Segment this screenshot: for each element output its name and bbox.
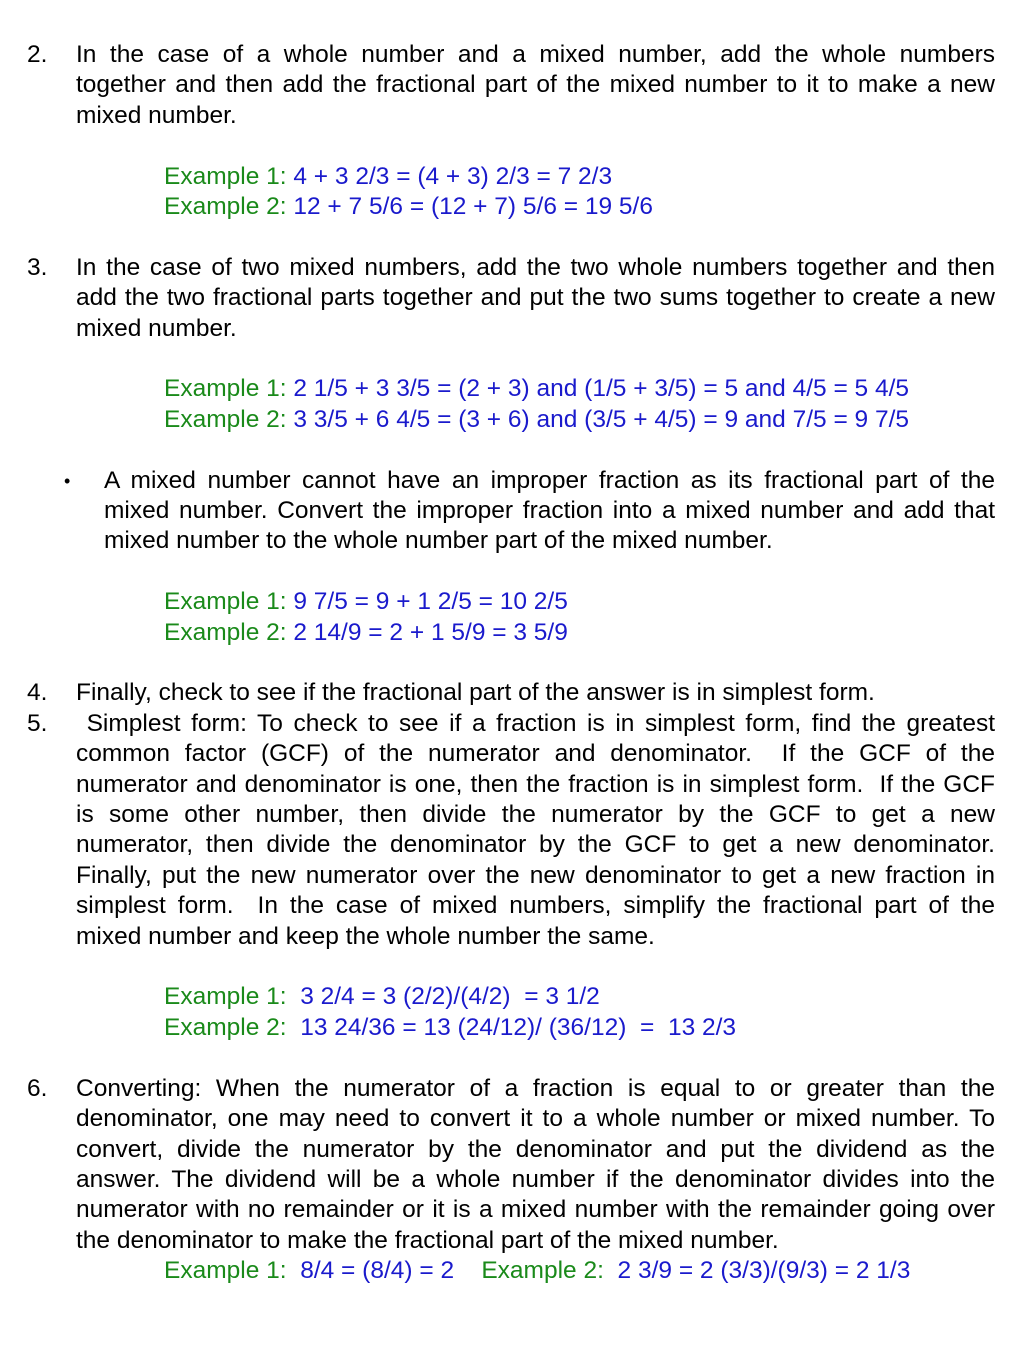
paragraph: Simplest form: To check to see if a fraction is in simplest form, find the greatest common factor (GCF) of the numerator and denominator. If the GCF of the numerator and denominator is one, then the fraction is in simplest form. If the GCF is some other number, then divide the numerator by the GCF to get a new numerator, then divide the denominator by the GCF to get a new denominator. Finally, put the new numerator over the new denominator to get a new fraction in simplest form. In the case of mixed numbers, simplify the fractional part of the mixed number and keep the whole number the same.	[76, 709, 1009, 950]
list-item-5	[0, 709, 1024, 952]
example-label: Example 2:	[164, 1013, 301, 1041]
paragraph: Converting: When the numerator of a fraction is equal to or greater than the denominator, one may need to convert it to a whole number or mixed number. To convert, divide the numerator by the denominator and put the dividend as the answer. The dividend will be a whole number if the denominator divides into the numerator with no remainder or it is a mixed number with the remainder going over the denominator to make the fractional part of the mixed number.	[76, 1074, 995, 1254]
example-line	[0, 982, 1024, 1012]
example-line	[0, 374, 1024, 404]
example-value: 13 24/36 = 13 (24/12)/ (36/12) = 13 2/3	[300, 1013, 737, 1041]
list-number: 4.	[27, 679, 48, 707]
list-number: 6.	[27, 1074, 48, 1102]
paragraph: In the case of two mixed numbers, add the two whole numbers together and then add the two fractional parts together and put the two sums together to create a new mixed number.	[76, 253, 995, 342]
example-label: Example 2:	[164, 405, 294, 433]
example-value: 2 3/9 = 2 (3/3)/(9/3) = 2 1/3	[617, 1257, 911, 1285]
paragraph: In the case of a whole number and a mixed number, add the whole numbers together and then add the fractional part of the mixed number to it to make a new mixed number.	[76, 41, 995, 129]
example-line	[0, 192, 1024, 222]
example-label: Example 2:	[164, 193, 294, 221]
example-line	[0, 587, 1024, 617]
example-value: 2 14/9 = 2 + 1 5/9 = 3 5/9	[293, 618, 568, 646]
example-label: Example 2:	[164, 618, 294, 646]
list-number: 2.	[27, 41, 48, 68]
example-value: 9 7/5 = 9 + 1 2/5 = 10 2/5	[293, 588, 568, 616]
paragraph: A mixed number cannot have an improper fraction as its fractional part of the mixed number. Convert the improper fraction into a mixed number and add that mixed number to the whole number part of the mixed number.	[104, 466, 995, 555]
list-number: 5.	[27, 709, 48, 737]
list-item-2	[0, 40, 1024, 131]
example-value: 3 2/4 = 3 (2/2)/(4/2) = 3 1/2	[300, 983, 600, 1011]
example-value: 12 + 7 5/6 = (12 + 7) 5/6 = 19 5/6	[293, 193, 653, 221]
list-item-3	[0, 253, 1024, 344]
example-label: Example 1:	[164, 1257, 301, 1285]
list-item-4	[0, 678, 1024, 708]
example-label: Example 1:	[164, 375, 294, 403]
example-line	[0, 1013, 1024, 1043]
example-line	[0, 1256, 1024, 1286]
example-label: Example 1:	[164, 588, 294, 616]
example-label: Example 2:	[481, 1257, 618, 1285]
list-item-6	[0, 1074, 1024, 1256]
paragraph: Finally, check to see if the fractional part of the answer is in simplest form.	[76, 679, 875, 707]
example-value: 3 3/5 + 6 4/5 = (3 + 6) and (3/5 + 4/5) = 9 and 7/5 = 9 7/5	[293, 405, 910, 433]
bullet-icon: •	[64, 470, 71, 491]
example-value: 2 1/5 + 3 3/5 = (2 + 3) and (1/5 + 3/5) = 5 and 4/5 = 5 4/5	[293, 375, 910, 403]
example-value: 4 + 3 2/3 = (4 + 3) 2/3 = 7 2/3	[293, 162, 613, 190]
bullet-item	[0, 466, 1024, 557]
example-label: Example 1:	[164, 162, 294, 190]
example-line	[0, 162, 1024, 192]
example-value: 8/4 = (8/4) = 2	[300, 1257, 455, 1285]
list-number: 3.	[27, 253, 48, 281]
example-line	[0, 405, 1024, 435]
example-label: Example 1:	[164, 983, 301, 1011]
document-page	[0, 40, 1024, 1287]
example-line	[0, 618, 1024, 648]
